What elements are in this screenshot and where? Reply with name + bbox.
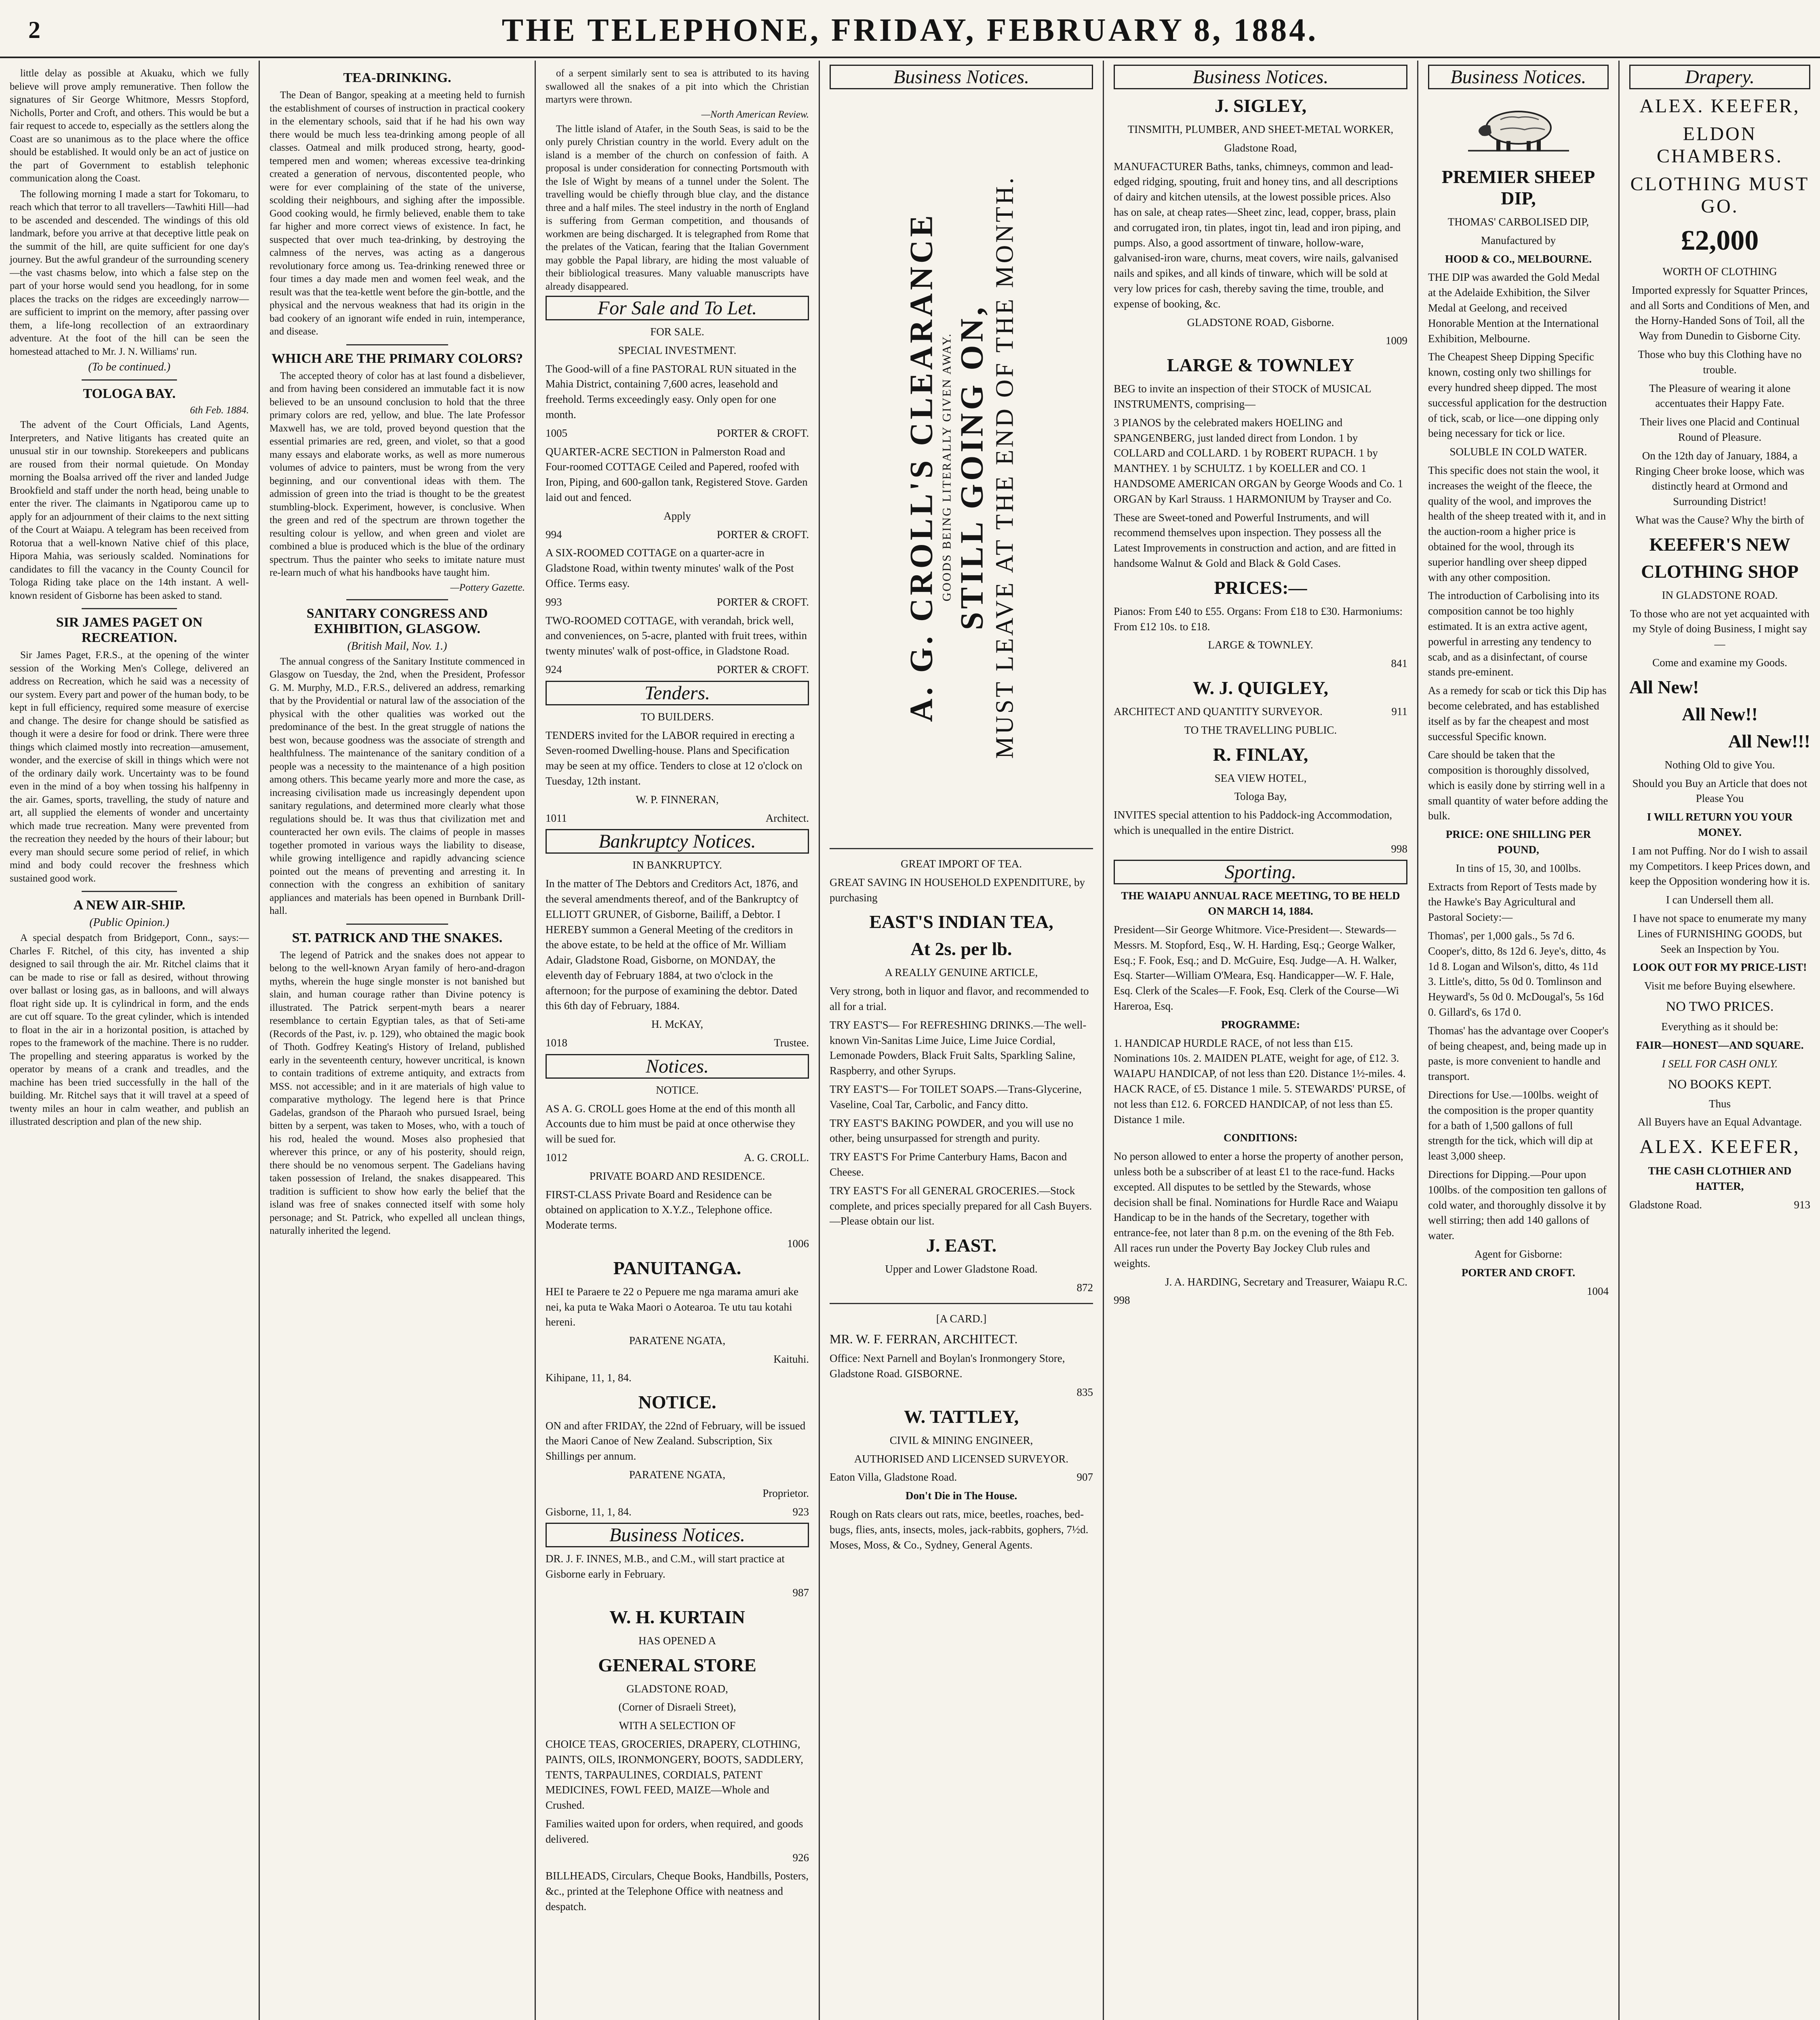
cause-text: What was the Cause? Why the birth of [1635, 513, 1804, 526]
saving-text: GREAT SAVING IN HOUSEHOLD EXPENDITURE, by purchasing [830, 876, 1085, 904]
race-officials: President—Sir George Whitmore. Vice-President—. Stewards—Messrs. M. Stopford, Esq., W. H. Harding, Esq.; George Walker, Esq.; F. Fook, Esq.; and D. McGuire, Esq. Judge—A. H. Walker, Esq. Starter—William O'Meara, Esq. Handicapper—W. F. Hale, Esq. Clerk of the Scales—F. Fook, Esq. Clerk of the Course—Wi Hareroa, Esq. [1114, 924, 1399, 1012]
patrick-text: The legend of Patrick and the snakes does not appear to belong to the well-known Aryan family of hero-and-dragon myths, wherein the huge single monster is not banished but slain, and human courage rather than Divine potency is illustrated. The Patrick serpent-myth bears a nearer resemblance to certain Egyptian tales, as that of Seti-ame (Records of the Past, iv. p. 129), who obtained the magic book of Thoth. Godfrey Keating's History of Ireland, published early in the seventeenth century, however uncritical, is known to contain traditions of extreme antiquity, and extracts from MSS. not accessible; and in it are materials of high value to comparative mythology. The legend here is that Prince Gadelas, grandson of the Pharaoh who pursued Israel, being bitten by a serpent, was taken to Moses, who, with a touch of his rod, healed the wound. Moses also prophesied that wherever this prince, or any of his posterity, should reign, there should be no venomous serpent. The Gadelians having taken possession of Ireland, the snakes disappeared. This tradition is sufficient to show how early the belief that the island was free of snakes connected itself with some holy personage; and St. Patrick, who expelled all unclean things, naturally inherited the legend. [270, 949, 525, 1236]
architect-name: W. P. FINNERAN, [636, 793, 719, 806]
harding-signature: J. A. HARDING, Secretary and Treasurer, Waiapu R.C. [1165, 1275, 1407, 1288]
ngata-name: PARATENE NGATA, [629, 1469, 726, 1481]
notice2-text: ON and after FRIDAY, the 22nd of February, will be issued the Maori Canoe of New Zealand. Subscription, Six Shillings per annum. [546, 1419, 806, 1462]
race-conditions: No person allowed to enter a horse the property of another person, unless both be a subscriber of at least £1 to the race-fund. Hacks excepted. All disputes to be settled by the Stewards, whose decision shall be final. Nominations for Hurdle Race and Waiapu Handicap to be in the hands of the Secretary, together with entrance-fee, not later than 8 p.m. on the evening of the 8th Feb. All races run under the Poverty Bay Jockey Club rules and weights. [1114, 1150, 1403, 1269]
gold-medal-text: THE DIP was awarded the Gold Medal at the Adelaide Exhibition, the Silver Medal at Geelong, and received Honorable Mention at the International Exhibition, Melbourne. [1428, 271, 1600, 345]
east-indian-tea: EAST'S INDIAN TEA, [869, 911, 1053, 932]
quarter-acre-ad: QUARTER-ACRE SECTION in Palmerston Road and Four-roomed COTTAGE Ceiled and Papered, roofed with Iron, Piping, and 600-gallon tank, Registered Stove. Garden laid out and fenced. [546, 445, 808, 503]
sigley-name: J. SIGLEY, [1214, 95, 1307, 116]
kurtain-with: WITH A SELECTION OF [619, 1719, 736, 1732]
maori-date: Kihipane, 11, 1, 84. [546, 1371, 632, 1384]
all-new-3: All New!!! [1728, 730, 1810, 751]
fair-text: FAIR—HONEST—AND SQUARE. [1636, 1039, 1804, 1052]
ad-number: 1004 [1587, 1285, 1609, 1297]
divider [82, 608, 177, 609]
tenders-text: TENDERS invited for the LABOR required in erecting a Seven-roomed Dwelling-house. Plans and Specification may be seen at my office. Tenders to close at 12 o'clock on Tuesday, 12th instant. [546, 729, 803, 787]
croll-title: A. G. CROLL'S CLEARANCE [904, 212, 939, 722]
eldon-chambers: ELDON CHAMBERS. [1656, 123, 1783, 167]
genuine-article: A REALLY GENUINE ARTICLE, [885, 966, 1038, 979]
column-2 [260, 61, 535, 2020]
page-number: 2 [28, 17, 40, 43]
ad-number: 926 [792, 1851, 809, 1864]
directions-use: Directions for Use.—100lbs. weight of the composition is the proper quantity for a bath of 1,500 gallons of full strength for the tick, which will dip at least 3,000 sheep. [1428, 1089, 1599, 1162]
agent-name: PORTER & CROFT. [716, 427, 809, 439]
sigley-text: MANUFACTURER Baths, tanks, chimneys, common and lead-edged ridging, spouting, fruit and honey tins, and all descriptions of dairy and kitchen utensils, at the lowest possible prices. Also has on sale, at cheap rates—Sheet zinc, lead, copper, brass, plain and corrugated iron, tin plates, ingot tin, lead and iron piping, and pumps. Also, a good assortment of tinware, hollow-ware, galvanised-iron ware, churns, meat covers, wire nails, galvanised nails and spikes, and all kinds of tinware, which will be sold at very low prices for cash, thereby saving the time, trouble, and expense of booking, &c. [1114, 160, 1401, 310]
maori-notice: HEI te Paraere te 22 o Pepuere me nga marama amuri ake nei, ka puta te Waka Maori o Aotearoa. Te utu tau kotahi hereni. [546, 1285, 798, 1328]
race-programme: 1. HANDICAP HURDLE RACE, of not less than £15. Nominations 10s. 2. MAIDEN PLATE, weight for age, of £12. 3. WAIAPU HANDICAP, of not less than £20. Distance 1½-miles. 4. HACK RACE, of £5. Distance 1 mile. 5. STEWARDS' PURSE, of not less than £12. 6. FORCED HANDICAP, of not less than £5. Distance 1 mile. [1114, 1037, 1406, 1126]
airship-text: A special despatch from Bridgeport, Conn., says:—Charles F. Ritchel, of this city, has invented a ship designed to sail through the air. Mr. Ritchel claims that it can be made to rise or fall as desired, without throwing over ballast or losing gas, as in balloons, and will always float right side up. It is cylindrical in form, and the ends are cut off square. To the great cylinder, which is intended to float in the air in a horizontal position, is attached by ropes to the framework of the machine. There is no rudder. The propelling and steering apparatus is worked by the operator by means of a crank and treadles, and the machine has been tried successfully in the hall of the building. Mr. Ritchel says that it will travel at a speed of twenty miles an hour in calm weather, and publish an illustrated description and plan of the new ship. [10, 932, 249, 1127]
no-two-prices: NO TWO PRICES. [1666, 999, 1774, 1014]
ad-number: 1018 [546, 1037, 567, 1049]
shop-location: IN GLADSTONE ROAD. [1662, 589, 1778, 601]
all-new-2: All New!! [1682, 703, 1758, 724]
extracts-text: Extracts from Report of Tests made by the Hawke's Bay Agricultural and Pastoral Society:— [1428, 880, 1597, 924]
thus-label: Thus [1709, 1097, 1731, 1110]
sanitary-text: The annual congress of the Sanitary Institute commenced in Glasgow on Tuesday, the 2nd, when the President, Professor G. M. Murphy, M.D., F.R.S., delivered an address, remarking that by the Providential or natural law of the association of the physical with the other qualities was worked out the predominance of the best. In the great struggle of nations the best won, because goodness was the associate of strength and healthfulness. The maintenance of the sanitary condition of a people was a necessity to the maintenance of a high position among others. This became yearly more and more the case, as increasing civilisation made us increasingly dependent upon sanitary regulations, and determined more clearly what those regulations should be. It was thus that civilization met and counteracted her own evils. The claims of people in masses together promoted in various ways the liability to disease, while growing intelligence and rapidly advancing science pointed out the means of preventing and arresting it. In connection with the congress an exhibition of sanitary appliances and materials has been opened in Burnbank Drill-hall. [270, 656, 525, 916]
nothing-old: Nothing Old to give You. [1664, 758, 1775, 771]
drapery-header: Drapery. [1629, 65, 1810, 89]
agent-name: PORTER & CROFT. [716, 663, 809, 675]
ad-number: 993 [546, 595, 562, 608]
ferran-office: Office: Next Parnell and Boylan's Ironmongery Store, Gladstone Road. GISBORNE. [830, 1352, 1065, 1380]
ad-number: 913 [1794, 1198, 1810, 1211]
article-journey: The following morning I made a start for Tokomaru, to reach which that terror to all travellers—Tawhiti Hill—had to be ascended and descended. The windings of this old landmark, before you arrive at that deceptive little peak on the summit of the hill, are quite sufficient for one day's journey. But the awful grandeur of the surrounding scenery—the vast chasms below, into which a false step on the part of your horse would send you headlong, for in some places the tracks on the ridges are exceedingly narrow—are sufficient to imprint on the memory, after passing over them, a life-long recollection of an extraordinary adventure. At the foot of the hill can be seen the homestead attached to Mr. J. N. Williams' run. [10, 188, 249, 357]
hatter-text: THE CASH CLOTHIER AND HATTER, [1648, 1165, 1792, 1193]
tea-heading: TEA-DRINKING. [343, 70, 451, 85]
in-bankruptcy: IN BANKRUPTCY. [632, 859, 722, 871]
innes-notice: DR. J. F. INNES, M.B., and C.M., will start practice at Gisborne early in February. [546, 1553, 785, 1580]
ad-number: 841 [1391, 657, 1407, 670]
tologa-date: 6th Feb. 1884. [190, 405, 249, 416]
kurtain-opened: HAS OPENED A [638, 1634, 716, 1647]
refund-text: I WILL RETURN YOU YOUR MONEY. [1647, 811, 1793, 838]
kurtain-goods: CHOICE TEAS, GROCERIES, DRAPERY, CLOTHING, PAINTS, OILS, IRONMONGERY, BOOTS, SADDLERY, TENTS, TARPAULINES, CORDIALS, PATENT MEDICINES, FOWL FEED, MAIZE—Whole and Crushed. [546, 1738, 803, 1812]
amount: £2,000 [1681, 225, 1759, 256]
finlay-bay: Tologa Bay, [1234, 790, 1287, 803]
lives-text: Their lives one Placid and Continual Round of Pleasure. [1640, 416, 1800, 443]
divider [82, 891, 177, 892]
shop-title-2: CLOTHING SHOP [1641, 561, 1799, 582]
column-6 [1418, 61, 1618, 2020]
hood-name: HOOD & CO., MELBOURNE. [1445, 253, 1592, 265]
ad-number: 923 [792, 1505, 809, 1518]
imported-text: Imported expressly for Squatter Princes, and all Sorts and Conditions of Men, and the Horny-Handed Sons of Toil, all the Way from Dunedin to Gisborne City. [1630, 284, 1809, 342]
sigley-address: GLADSTONE ROAD, Gisborne. [1187, 316, 1334, 328]
birth-text: On the 12th day of January, 1884, a Ringing Cheer broke loose, which was distinctly heard at Ormond and Surrounding District! [1635, 449, 1805, 508]
clothing-must-go: CLOTHING MUST GO. [1630, 173, 1809, 217]
serpent-text: of a serpent similarly sent to sea is attributed to its having swallowed all the snakes of a pit into which the Christian martyrs were thrown. [546, 68, 809, 105]
pricelist-text: LOOK OUT FOR MY PRICE-LIST! [1633, 961, 1807, 974]
agent-name: PORTER & CROFT. [716, 595, 809, 608]
notices-section-header: Notices. [546, 1054, 809, 1079]
ad-number: 1009 [1386, 335, 1407, 347]
premier-heading: PREMIER SHEEP DIP, [1441, 166, 1595, 208]
croll-leave: MUST LEAVE AT THE END OF THE MONTH. [991, 175, 1019, 759]
sigley-trade: TINSMITH, PLUMBER, AND SHEET-METAL WORKER, [1127, 123, 1394, 135]
finlay-hotel: SEA VIEW HOTEL, [1214, 772, 1307, 784]
lt-prices: Pianos: From £40 to £55. Organs: From £18 to £30. Harmoniums: From £12 10s. to £18. [1114, 605, 1403, 633]
divider [346, 924, 449, 925]
divider [346, 344, 449, 345]
paget-heading: SIR JAMES PAGET ON RECREATION. [56, 615, 203, 645]
ad-number: 998 [1391, 842, 1407, 855]
try-hams: TRY EAST'S For Prime Canterbury Hams, Bacon and Cheese. [830, 1151, 1067, 1178]
east-name: J. EAST. [926, 1235, 997, 1256]
billheads-ad: BILLHEADS, Circulars, Cheque Books, Handbills, Posters, &c., printed at the Telephone Office with neatness and despatch. [546, 1870, 809, 1913]
patrick-heading: ST. PATRICK AND THE SNAKES. [292, 930, 503, 945]
ferran-name: MR. W. F. FERRAN, ARCHITECT. [830, 1331, 1018, 1346]
bankruptcy-text: In the matter of The Debtors and Creditors Act, 1876, and the several amendments thereof, and of the Bankruptcy of ELLIOTT GRUNER, of Gisborne, Bailiff, a Debtor. I HEREBY summon a General Meeting of the creditors in the above estate, to be held at the office of Mr. William Adair, Gladstone Road, Gisborne, on MONDAY, the eleventh day of February 1884, at two o'clock in the afternoon; for the purpose of examining the debtor. Dated this 6th day of February, 1884. [546, 877, 799, 1012]
trouble-text: Those who buy this Clothing have no trouble. [1638, 348, 1802, 376]
proprietor-title: Proprietor. [763, 1487, 809, 1499]
shop-title-1: KEEFER'S NEW [1649, 534, 1791, 555]
pleasure-text: The Pleasure of wearing it alone accentuates their Happy Fate. [1649, 382, 1791, 410]
notice-label: NOTICE. [656, 1084, 699, 1096]
column-4 [820, 61, 1103, 2020]
space-text: I have not space to enumerate my many Lines of FURNISHING GOODS, but Seek an Inspection by You. [1633, 912, 1807, 955]
airship-source: (Public Opinion.) [89, 916, 169, 929]
tins-text: In tins of 15, 30, and 100lbs. [1456, 862, 1581, 874]
six-room-cottage-ad: A SIX-ROOMED COTTAGE on a quarter-acre in Gladstone Road, within twenty minutes' walk of the Post Office. Terms easy. [546, 547, 794, 589]
kurtain-name: W. H. KURTAIN [609, 1606, 745, 1627]
colors-source: —Pottery Gazette. [450, 582, 525, 593]
large-townley-heading: LARGE & TOWNLEY [1167, 355, 1354, 376]
lt-sweet: These are Sweet-toned and Powerful Instruments, and will recommend themselves upon inspection. They possess all the Latest Improvements in construction and action, and are fitted in handsome Walnut & Gold and Black & Gold Cases. [1114, 511, 1396, 569]
tattley-name: W. TATTLEY, [904, 1406, 1019, 1427]
ad-number: 998 [1114, 1294, 1130, 1307]
trustee-title: Trustee. [774, 1037, 809, 1049]
kurtain-store: GENERAL STORE [598, 1654, 756, 1675]
serpent-source: —North American Review. [701, 109, 809, 120]
sanitary-heading: SANITARY CONGRESS AND EXHIBITION, GLASGOW. [306, 606, 488, 636]
try-drinks: TRY EAST'S— For REFRESHING DRINKS.—The well-known Vin-Sanitas Lime Juice, Lime Juice Cordial, Lemonade Powders, Black Fruit Salts, Sparkling Saline, Raspberry, and other Syrups. [830, 1018, 1087, 1077]
manufactured-label: Manufactured by [1481, 234, 1556, 246]
panuitanga-heading: PANUITANGA. [613, 1257, 741, 1278]
board-heading: PRIVATE BOARD AND RESIDENCE. [589, 1170, 765, 1182]
ad-number: 911 [1391, 705, 1407, 718]
continued-note: (To be continued.) [88, 361, 171, 373]
prices-heading: PRICES:— [1214, 577, 1307, 598]
ad-number: 835 [1076, 1386, 1093, 1398]
divider [830, 1303, 1093, 1304]
business-notices-header: Business Notices. [546, 1523, 809, 1547]
keefer-name-footer: ALEX. KEEFER, [1639, 1136, 1800, 1158]
ad-number: 1012 [546, 1151, 567, 1164]
advantage-text: Thomas' has the advantage over Cooper's of being cheapest, and, being made up in paste, is more convenient to handle and transport. [1428, 1024, 1609, 1083]
finlay-text: INVITES special attention to his Paddock-ing Accommodation, which is unequalled in the entire District. [1114, 809, 1392, 836]
column-3 [536, 61, 819, 2020]
quigley-role: ARCHITECT AND QUANTITY SURVEYOR. [1114, 705, 1323, 718]
colors-text: The accepted theory of color has at last found a disbeliever, and from having been considered an immutable fact it is now believed to be an unsound conclusion to hold that the three primary colors are red, yellow, and blue. The late Professor Maxwell has, we are told, proved beyond question that the essential primaries are red, green, and violet, so that a good many essays and elaborate works, as well as more numerous volumes of advice to painters, must be wrong from the very beginning, and our conventional ideas with them. The admission of green into the triad is thought to be the greatest stumbling-block. Experiment, however, is conclusive. When the green and red of the spectrum are thrown together the resulting colour is yellow, and when green and violet are combined a blue is produced which is the blue of the ordinary spectrum. Thus the painter who seeks to imitate nature must re-learn much of what his handbooks have taught him. [270, 370, 525, 578]
tea-text: The Dean of Bangor, speaking at a meeting held to furnish the establishment of courses of instruction in practical cookery in the elementary schools, said that if he had his own way there would be much less tea-drinking among people of all classes. Oatmeal and milk produced strong, hearty, good-tempered men and women; whereas excessive tea-drinking created a generation of nervous, discontented people, who were for ever complaining of the state of the universe, scolding their neighbours, and sighing after the impossible. Good cooking would, he firmly believed, enable them to take far higher and more correct views of existence. In fact, he suspected that over much tea-drinking, by destroying the calmness of the nerves, was acting as a dangerous revolutionary force among us. Tea-drinking renewed three or four times a day made men and women feel weak, and the result was that the tea-kettle went before the gin-bottle, and the physical and the nervous weakness that had its origin in the bad cookery of an ignorant wife ended in ruin, intemperance, and disease. [270, 90, 525, 337]
travel-heading: TO THE TRAVELLING PUBLIC. [1184, 724, 1337, 736]
lt-signature: LARGE & TOWNLEY. [1208, 639, 1313, 651]
thomas-dip: THOMAS' CARBOLISED DIP, [1447, 216, 1589, 228]
price-heading: PRICE: ONE SHILLING PER POUND, [1445, 828, 1591, 856]
ad-number: 924 [546, 663, 562, 675]
sigley-road: Gladstone Road, [1224, 141, 1297, 154]
divider [82, 379, 177, 381]
business-text: To those who are not yet acquainted with my Style of doing Business, I might say— [1630, 607, 1810, 650]
carbolising-text: The introduction of Carbolising into its composition cannot be too highly estimated. It is an extra active agent, powerful in arresting any tendency to scab, and as a disinfectant, of course stands pre-eminent. [1428, 589, 1599, 678]
croll-clearance-ad [830, 93, 1093, 841]
croll-going-on: STILL GOING ON, [954, 304, 990, 630]
try-soaps: TRY EAST'S— For TOILET SOAPS.—Trans-Glycerine, Vaseline, Coal Tar, Carbolic, and Fancy ditto. [830, 1083, 1082, 1111]
directions-dip: Directions for Dipping.—Pour upon 100lbs. of the composition ten gallons of cold water, and thoroughly dissolve it by well stirring; then add 140 gallons of water. [1428, 1168, 1607, 1242]
ad-number: 1005 [546, 427, 567, 439]
east-address: Upper and Lower Gladstone Road. [885, 1263, 1038, 1275]
paget-text: Sir James Paget, F.R.S., at the opening of the winter session of the Working Men's College, delivered an address on Recreation, which he said was a necessity of our system. Every part and power of the human body, to be kept in full efficiency, required some measure of exercise and change. The desire for change should be satisfied as though it were a desire for food or drink. There were three things which claimed mostly into recreation—amusement, wonder, and the exercise of skill in things which were not of the ordinary daily work. Uncertainty was to be found even in the mind of a boy when tossing his halfpenny in the air. Games, sports, travelling, the study of nature and art, all supplied the elements of wonder and uncertainty which made true recreation. Many were prevented from the recreation they needed by the hours of their labour; but every man should secure some period of relief, in which mind and body could recover the freshness which sustained good work. [10, 650, 249, 884]
tattley-address: Eaton Villa, Gladstone Road. [830, 1471, 957, 1483]
croll-signature: A. G. CROLL. [744, 1151, 809, 1164]
tattley-licence: AUTHORISED AND LICENSED SURVEYOR. [854, 1452, 1069, 1465]
card-label: [A CARD.] [936, 1312, 987, 1325]
kurtain-foot: Families waited upon for orders, when required, and goods delivered. [546, 1817, 803, 1845]
ad-number: 987 [792, 1587, 809, 1599]
apply-label: Apply [664, 509, 691, 522]
stain-text: This specific does not stain the wool, it increases the weight of the fleece, the quality of the wool, and improves the health of the sheep treated with it, and in the auction-room a higher price is obtained for the wool, through its superior handling over sheep dipped with any other composition. [1428, 464, 1606, 583]
tea-price: At 2s. per lb. [910, 938, 1012, 960]
puffing-text: I am not Puffing. Nor do I wish to assail my Competitors. I keep Prices down, and keep the Opposition wondering how it is. [1629, 844, 1810, 888]
pastoral-run-ad: The Good-will of a fine PASTORAL RUN situated in the Mahia District, containing 7,600 acres, leasehold and freehold. Terms exceedingly easy. Only open for one month. [546, 362, 796, 421]
ad-number: 907 [1076, 1471, 1093, 1483]
tologa-heading: TOLOGA BAY. [83, 386, 176, 401]
architect-title: Architect. [765, 812, 809, 824]
divider [830, 848, 1093, 849]
masthead-title: THE TELEPHONE, FRIDAY, FEBRUARY 8, 1884. [501, 13, 1319, 48]
trustee-name: H. McKAY, [651, 1018, 704, 1031]
ad-number: 1011 [546, 812, 567, 824]
tea-import: GREAT IMPORT OF TEA. [901, 858, 1022, 870]
care-text: Care should be taken that the composition is thoroughly dissolved, which is easily done by stirring well in a small quantity of water before adding the bulk. [1428, 749, 1608, 822]
try-groceries: TRY EAST'S For all GENERAL GROCERIES.—Stock complete, and prices specially prepared for all Cash Buyers.—Please obtain our list. [830, 1184, 1092, 1227]
cash-only: I SELL FOR CASH ONLY. [1662, 1058, 1778, 1070]
tattley-role: CIVIL & MINING ENGINEER, [889, 1434, 1033, 1446]
everything-text: Everything as it should be: [1661, 1021, 1778, 1033]
no-books: NO BOOKS KEPT. [1668, 1076, 1772, 1091]
agent-name: PORTER & CROFT. [716, 528, 809, 541]
die-heading: Don't Die in The House. [905, 1490, 1017, 1502]
ngata-title: Kaituhi. [773, 1353, 809, 1366]
ad-number: 994 [546, 528, 562, 541]
tenders-section-header: Tenders. [546, 681, 809, 705]
ad-number: 872 [1076, 1281, 1093, 1294]
agent-name: PORTER AND CROFT. [1461, 1266, 1576, 1279]
ad-number: 1006 [787, 1237, 809, 1250]
try-baking: TRY EAST'S BAKING POWDER, and you will use no other, being unsurpassed for strength and purity. [830, 1117, 1074, 1145]
article-intro: little delay as possible at Akuaku, which we fully believe will prove amply remunerative. Then follow the signatures of Sir George Whitmore, Messrs Stopford, Nicholls, Porter and Croft, and others. This would be but a fair request to accede to, especially as the settlers along the Coast are so unanimous as to the place where the office should be established. It would only be an act of justice on the part of Government to establish telephonic communication along the Coast. [10, 68, 249, 184]
road-text: Gladstone Road. [1629, 1198, 1702, 1211]
remedy-text: As a remedy for scab or tick this Dip has become celebrated, and has established itself as by far the cheapest and most successful Specific known. [1428, 684, 1607, 743]
business-notices-header: Business Notices. [1428, 65, 1609, 89]
lt-items: 3 PIANOS by the celebrated makers HOELING and SPANGENBERG, just landed direct from London. 1 by COLLARD and COLLARD. 1 by ROBERT RUPACH. 1 by MANTHEY. 1 by SCHULTZ. 1 by KOELLER and CO. 1 HANDSOME AMERICAN ORGAN by George Woods and Co. 1 ORGAN by Karl Strauss. 1 HARMONIUM by Trayser and Co. [1114, 416, 1403, 505]
sanitary-source: (British Mail, Nov. 1.) [347, 640, 447, 652]
sheep-icon [1468, 97, 1569, 158]
equal-advantage: All Buyers have an Equal Advantage. [1637, 1116, 1802, 1128]
ngata-name: PARATENE NGATA, [629, 1334, 726, 1347]
two-room-cottage-ad: TWO-ROOMED COTTAGE, with verandah, brick well, and conveniences, on 5-acre, planted with fruit trees, within twenty minutes' walk of post-office, in Gladstone Road. [546, 614, 807, 657]
dips-comparison: Thomas', per 1,000 gals., 5s 7d 6. Cooper's, ditto, 8s 12d 6. Jeye's, ditto, 4s 1d 8. Logan and Wilson's, ditto, 4s 11d 3. Little's, ditto, 5s 0d 0. Tomlinson and Heyward's, 5s 0d 0. McDougal's, 5s 16d 0. Gillard's, 6s 17d 0. [1428, 930, 1606, 1018]
quigley-name: W. J. QUIGLEY, [1192, 677, 1329, 698]
for-sale-label: FOR SALE. [650, 326, 704, 338]
cheapest-text: The Cheapest Sheep Dipping Specific known, costing only two shillings for every hundred sheep dipped. The most successful application for the destruction of tick, scab, or lice—one dipping only being necessary for tick or lice. [1428, 351, 1607, 440]
soluble-heading: SOLUBLE IN COLD WATER. [1449, 446, 1587, 458]
masthead [0, 4, 1820, 58]
atafer-text: The little island of Atafer, in the South Seas, is said to be the only purely Christian country in the world. Every adult on the island is a member of the church on confession of faith. A proposal is under consideration for connecting Portsmouth with the Isle of Wight by means of a tunnel under the Solent. The travelling would be chiefly through blue clay, and the distance three and a half miles. The steel industry in the north of England is suffering from German competition, and thousands of workmen are being discharged. It is telegraphed from Rome that the prelates of the Vatican, fearing that the Italian Government may gobble the Papal library, are hiding the most valuable of their bibliological treasures. Many valuable manuscripts have already disappeared. [546, 123, 809, 292]
for-sale-section-header: For Sale and To Let. [546, 296, 809, 320]
kurtain-road: GLADSTONE ROAD, [626, 1682, 728, 1695]
column-7 [1620, 61, 1820, 2020]
notice2-label: NOTICE. [638, 1391, 716, 1412]
to-builders: TO BUILDERS. [640, 710, 714, 723]
lt-intro: BEG to invite an inspection of their STOCK of MUSICAL INSTRUMENTS, comprising— [1114, 383, 1371, 410]
tologa-text: The advent of the Court Officials, Land Agents, Interpreters, and Native litigants has created quite an unusual stir in our township. Storekeepers and publicans are roused from their normal quietude. On Monday morning the Boalsa arrived off the river and landed Judge Brookfield and staff under the north head, being unable to enter the river. The claimants in Ngatiporou came up to apply for an adjournment of their claims to the next sitting of the Court at Waiapu. A telegram has been received from Rotorua that a well-known Native chief of this place, Hipora Mahia, was seriously scalded. Nominations for candidates to fill the vacancy in the County Council for Tologa Riding take place on the 14th instant. A well-known resident of Gisborne has been asked to stand. [10, 419, 249, 601]
race-heading: THE WAIAPU ANNUAL RACE MEETING, TO BE HELD ON MARCH 14, 1884. [1121, 890, 1400, 917]
conditions-heading: CONDITIONS: [1223, 1132, 1298, 1144]
die-text: Rough on Rats clears out rats, mice, beetles, roaches, bed-bugs, flies, ants, insects, moles, jack-rabbits, gophers, 7½d. Moses, Moss, & Co., Sydney, General Agents. [830, 1508, 1089, 1551]
croll-notice: AS A. G. CROLL goes Home at the end of this month all Accounts due to him must be paid at once otherwise they will be sued for. [546, 1102, 796, 1145]
business-notices-header: Business Notices. [830, 65, 1093, 89]
croll-goods: GOODS BEING LITERALLY GIVEN AWAY. [940, 332, 954, 602]
colors-heading: WHICH ARE THE PRIMARY COLORS? [271, 351, 523, 366]
all-new-1: All New! [1629, 676, 1699, 697]
divider [346, 599, 449, 600]
programme-heading: PROGRAMME: [1221, 1018, 1300, 1031]
board-text: FIRST-CLASS Private Board and Residence can be obtained on application to X.Y.Z., Telephone office. Moderate terms. [546, 1188, 773, 1231]
come-text: Come and examine my Goods. [1652, 656, 1787, 669]
dont-please: Should you Buy an Article that does not Please You [1632, 777, 1807, 805]
agent-label: Agent for Gisborne: [1474, 1248, 1563, 1260]
tea-strength: Very strong, both in liquor and flavor, and recommended to all for a trial. [830, 985, 1089, 1012]
finlay-name: R. FINLAY, [1213, 744, 1308, 765]
notice2-date: Gisborne, 11, 1, 84. [546, 1505, 632, 1518]
column-5 [1104, 61, 1417, 2020]
croll-vertical-text [904, 175, 1020, 759]
worth-label: WORTH OF CLOTHING [1662, 265, 1777, 278]
undersell-text: I can Undersell them all. [1666, 894, 1774, 906]
sporting-header: Sporting. [1114, 860, 1407, 884]
keefer-name: ALEX. KEEFER, [1639, 95, 1800, 117]
special-investment: SPECIAL INVESTMENT. [618, 344, 737, 356]
airship-heading: A NEW AIR-SHIP. [73, 898, 185, 913]
column-1 [0, 61, 259, 2020]
bankruptcy-section-header: Bankruptcy Notices. [546, 829, 809, 854]
kurtain-corner: (Corner of Disraeli Street), [618, 1701, 736, 1713]
visit-text: Visit me before Buying elsewhere. [1644, 980, 1796, 992]
business-notices-header: Business Notices. [1114, 65, 1407, 89]
